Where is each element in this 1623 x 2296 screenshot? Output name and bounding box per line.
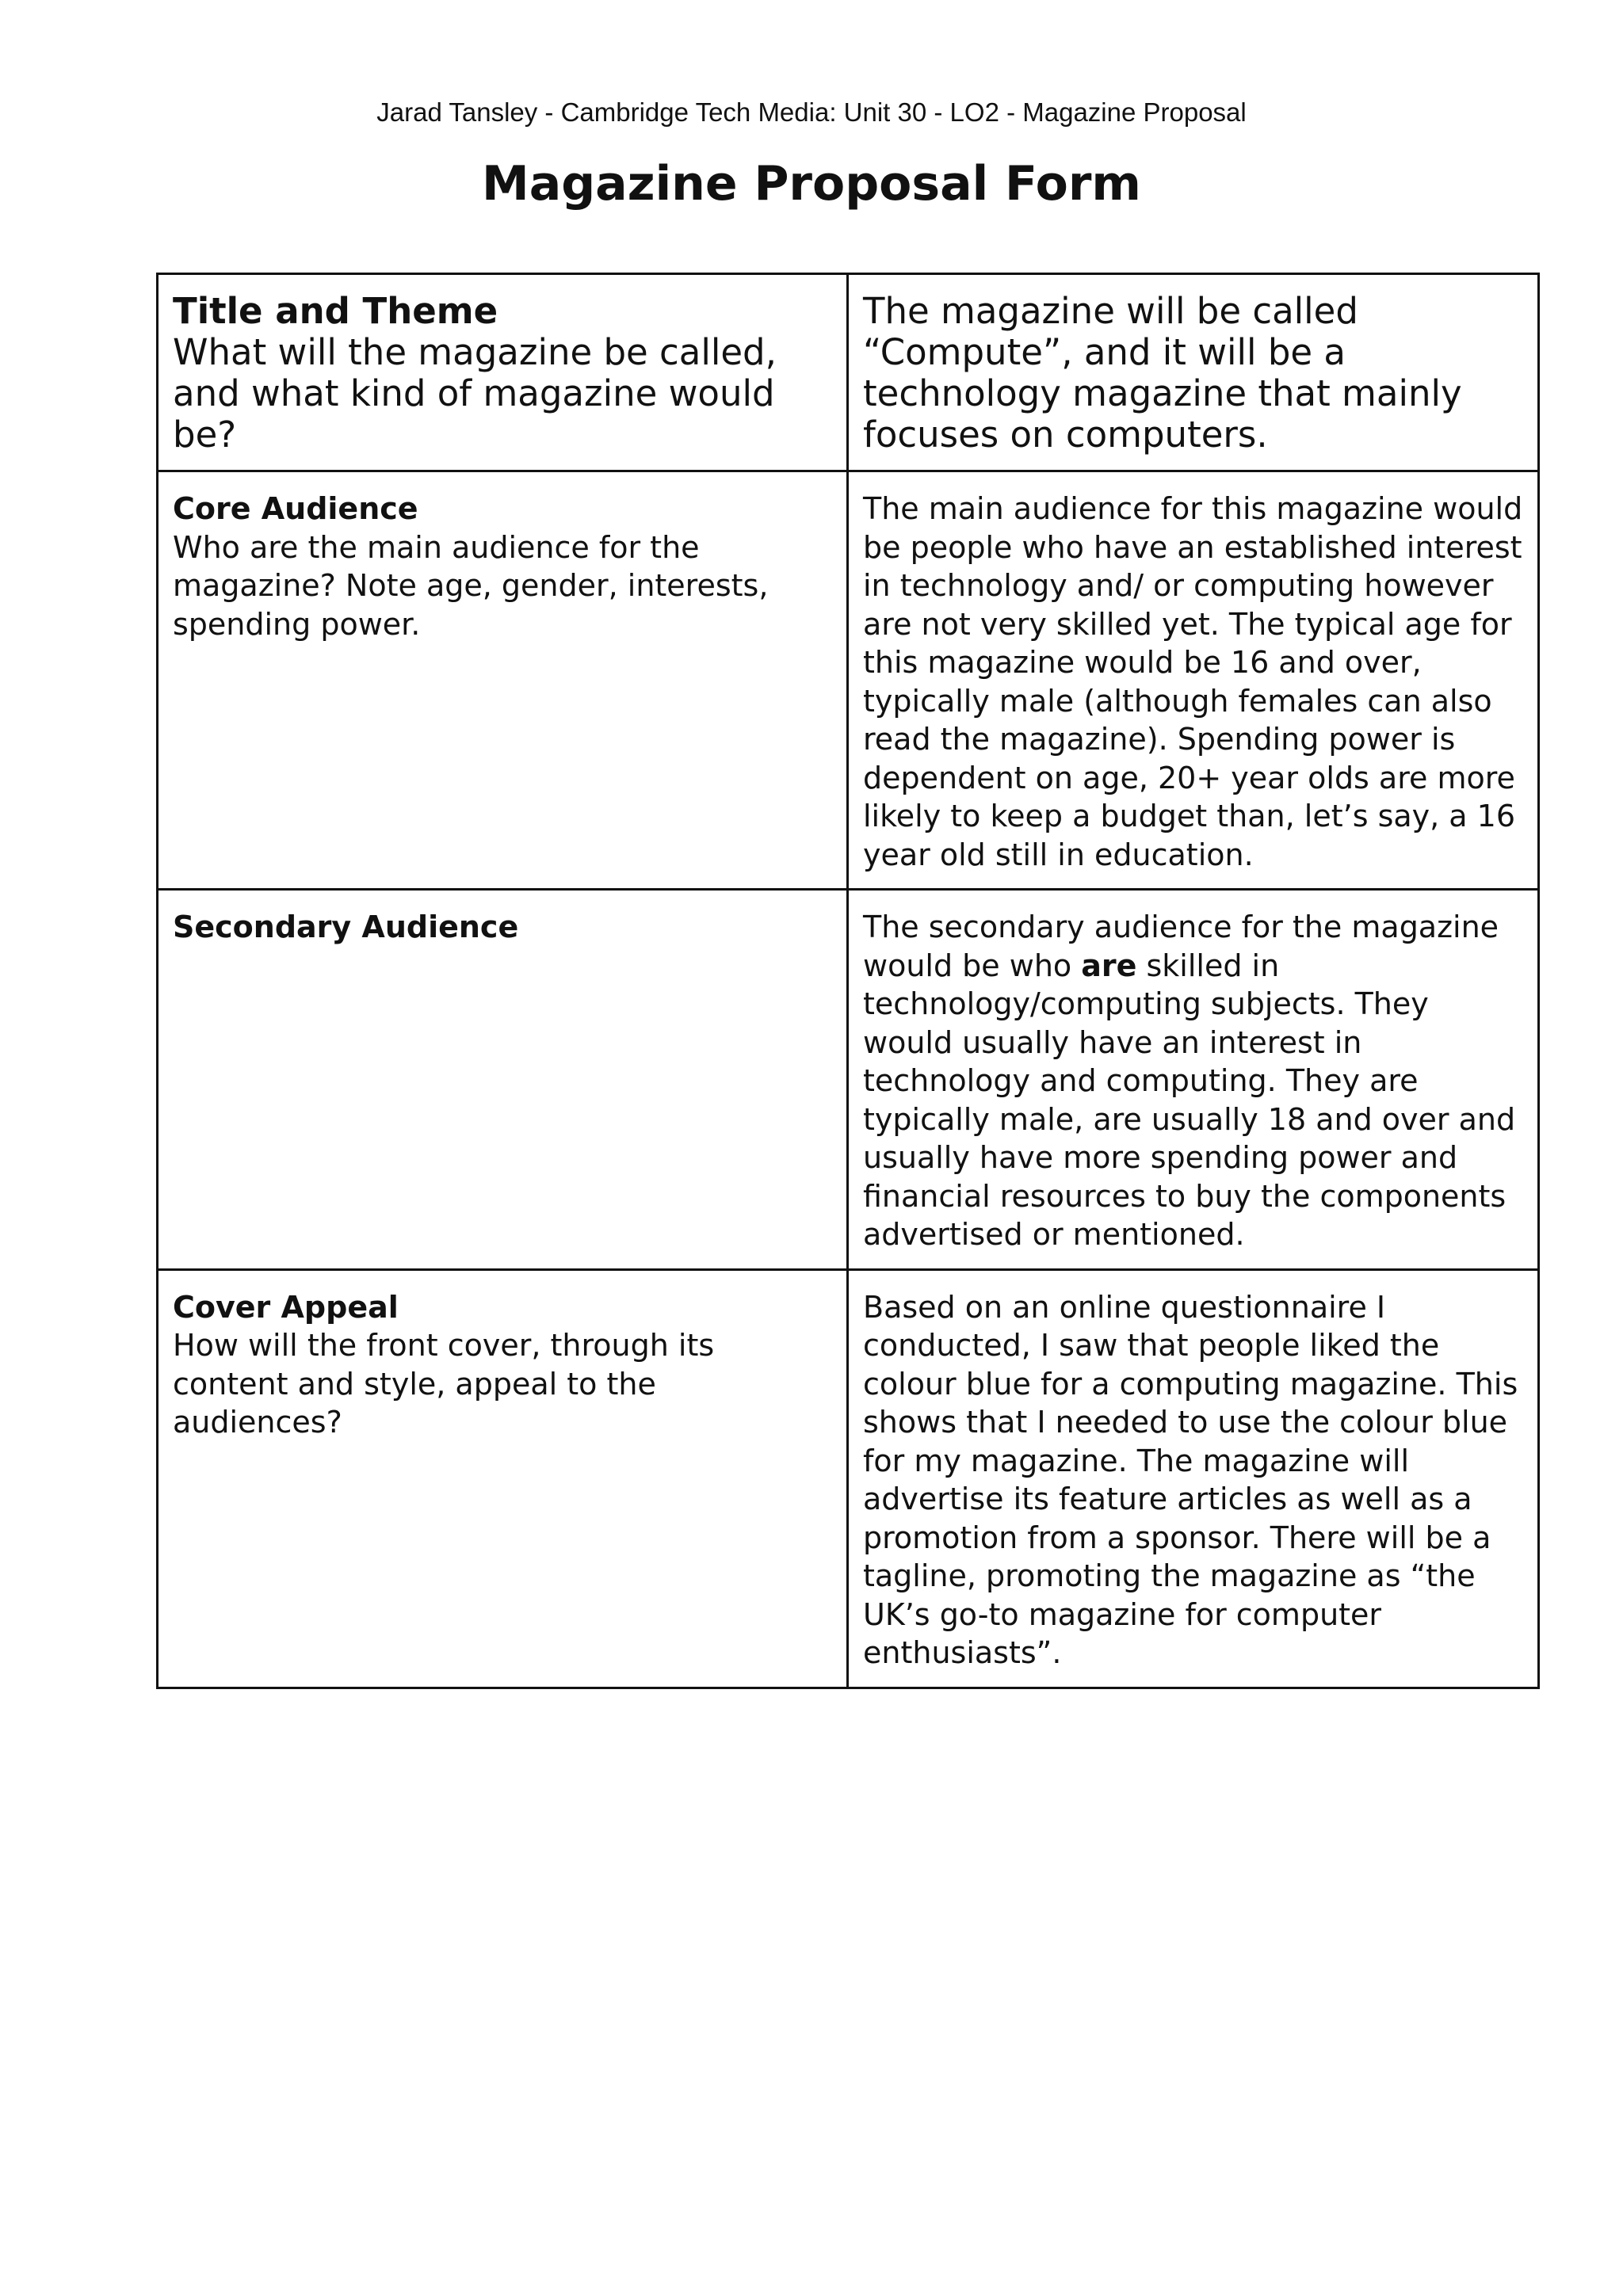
row-label: Title and Theme bbox=[173, 290, 498, 332]
page-title: Magazine Proposal Form bbox=[482, 156, 1141, 212]
answer-text-start: The secondary audience for the magazine would be who bbox=[863, 910, 1499, 983]
row-label: Core Audience bbox=[173, 491, 418, 526]
answer-text-end: skilled in technology/computing subjects. They would usually have an interest in technology and computing. They are typically male, are usually 18 and over and usually have more spending power and financial resources to buy the components advertised or mentioned. bbox=[863, 948, 1516, 1252]
row-answer: The main audience for this magazine would be people who have an established interest in technology and/ or computing however are not very skilled yet. The typical age for this magazine would be 16 and over, typically male (although females can also read the magazine). Spending power is dependent on age, 20+ year olds are more likely to keep a budget than, let’s say, a 16 year old still in education. bbox=[863, 491, 1523, 872]
answer-cell bbox=[848, 274, 1539, 471]
question-cell bbox=[158, 1269, 848, 1688]
table-row-cover-appeal bbox=[158, 1269, 1539, 1688]
document-header: Jarad Tansley - Cambridge Tech Media: Unit 30 - LO2 - Magazine Proposal bbox=[376, 97, 1247, 127]
row-answer: Based on an online questionnaire I conducted, I saw that people liked the colour blue for a computing magazine. This shows that I needed to use the colour blue for my magazine. The magazine will advertise its feature articles as well as a promotion from a sponsor. There will be a tagline, promoting the magazine as “the UK’s go-to magazine for computer enthusiasts”. bbox=[863, 1289, 1518, 1670]
row-prompt: What will the magazine be called, and what kind of magazine would be? bbox=[173, 331, 777, 456]
row-prompt: How will the front cover, through its content and style, appeal to the audiences? bbox=[173, 1328, 715, 1440]
row-label: Cover Appeal bbox=[173, 1289, 399, 1325]
question-cell bbox=[158, 471, 848, 890]
table-row-core-audience bbox=[158, 471, 1539, 890]
table-row-title-theme bbox=[158, 274, 1539, 471]
row-label: Secondary Audience bbox=[173, 910, 519, 944]
row-answer: The magazine will be called “Compute”, and it will be a technology magazine that mainly focuses on computers. bbox=[863, 290, 1462, 456]
table-row-secondary-audience bbox=[158, 890, 1539, 1270]
question-cell bbox=[158, 274, 848, 471]
row-answer bbox=[863, 910, 1515, 1252]
answer-cell bbox=[848, 471, 1539, 890]
answer-emphasis: are bbox=[1081, 948, 1137, 983]
proposal-table bbox=[156, 273, 1540, 1689]
answer-cell bbox=[848, 890, 1539, 1270]
answer-cell bbox=[848, 1269, 1539, 1688]
row-prompt: Who are the main audience for the magazine? Note age, gender, interests, spending power. bbox=[173, 529, 769, 642]
question-cell bbox=[158, 890, 848, 1270]
